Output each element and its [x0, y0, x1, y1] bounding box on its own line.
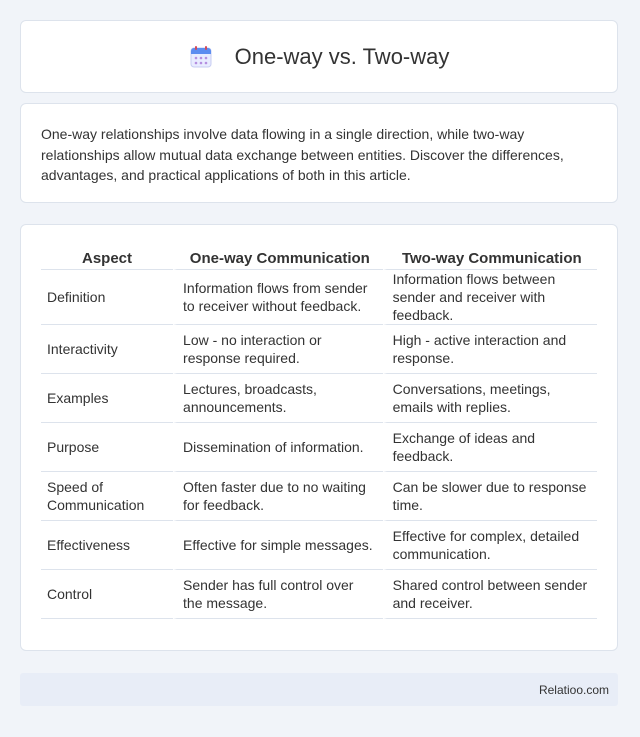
header-one-way: One-way Communication — [173, 245, 383, 270]
title-card — [20, 20, 618, 93]
comparison-table — [41, 245, 597, 619]
aspect-cell: Speed of Communication — [41, 472, 173, 521]
aspect-cell: Effectiveness — [41, 521, 173, 570]
one-way-cell: Dissemination of information. — [173, 423, 383, 472]
aspect-cell: Purpose — [41, 423, 173, 472]
two-way-cell: Shared control between sender and receiver. — [383, 570, 597, 619]
page-title: One-way vs. Two-way — [234, 43, 450, 69]
one-way-cell: Lectures, broadcasts, announcements. — [173, 374, 383, 423]
one-way-cell: Often faster due to no waiting for feedback. — [173, 472, 383, 521]
two-way-cell: Can be slower due to response time. — [383, 472, 597, 521]
two-way-cell: High - active interaction and response. — [383, 325, 597, 374]
table-row — [41, 325, 597, 374]
comparison-card — [20, 224, 618, 651]
table-row — [41, 570, 597, 619]
aspect-cell: Control — [41, 570, 173, 619]
table-row — [41, 521, 597, 570]
one-way-cell: Sender has full control over the message. — [173, 570, 383, 619]
title-wrap — [189, 44, 450, 70]
header-aspect: Aspect — [41, 245, 173, 270]
aspect-cell: Interactivity — [41, 325, 173, 374]
one-way-cell: Information flows from sender to receiver without feedback. — [173, 270, 383, 325]
intro-text: One-way relationships involve data flowing in a single direction, while two-way relationships allow mutual data exchange between entities. Discover the differences, advantages, and practical applications of both in this article. — [41, 126, 564, 183]
footer-brand: Relatioo.com — [538, 682, 609, 697]
two-way-cell: Effective for complex, detailed communication. — [383, 521, 597, 570]
aspect-cell: Definition — [41, 270, 173, 325]
two-way-cell: Conversations, meetings, emails with replies. — [383, 374, 597, 423]
intro-card — [20, 103, 618, 203]
one-way-cell: Effective for simple messages. — [173, 521, 383, 570]
header-two-way: Two-way Communication — [383, 245, 597, 270]
footer — [20, 673, 618, 706]
calendar-icon — [189, 45, 213, 69]
one-way-cell: Low - no interaction or response required. — [173, 325, 383, 374]
aspect-cell: Examples — [41, 374, 173, 423]
table-header-row — [41, 245, 597, 270]
two-way-cell: Information flows between sender and receiver with feedback. — [383, 270, 597, 325]
two-way-cell: Exchange of ideas and feedback. — [383, 423, 597, 472]
table-row — [41, 374, 597, 423]
table-row — [41, 270, 597, 325]
table-row — [41, 423, 597, 472]
table-row — [41, 472, 597, 521]
